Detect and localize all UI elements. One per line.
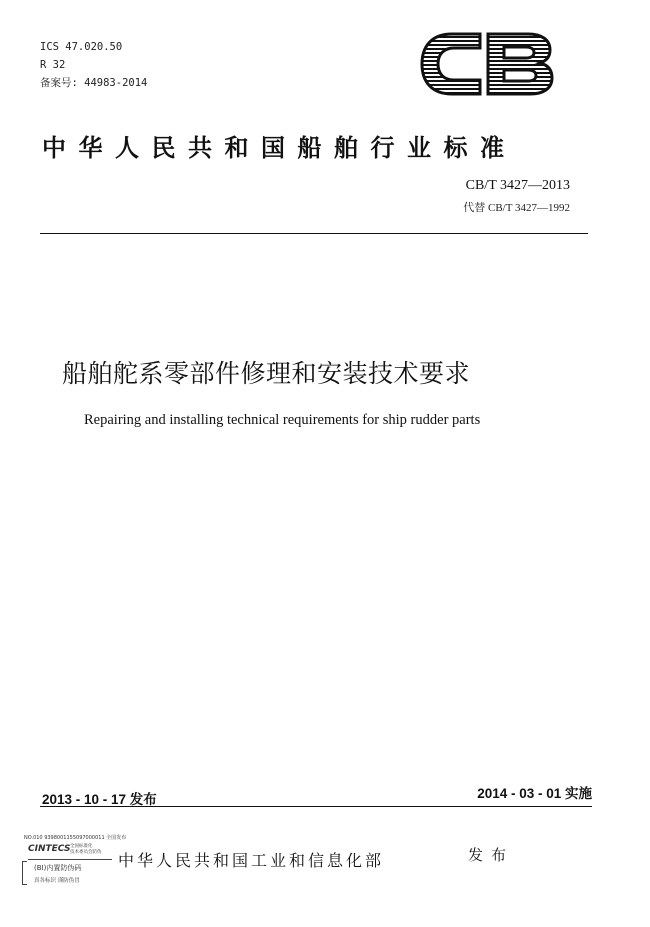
implementation-date: 2014 - 03 - 01 实施 <box>477 786 592 801</box>
stamp-serial: NO.010 9398001155097000011 全国发布 <box>24 835 127 841</box>
header-divider <box>40 233 588 234</box>
standard-number: CB/T 3427—2013 <box>465 178 570 193</box>
record-number: 备案号: 44983-2014 <box>40 77 148 89</box>
stamp-side-line2: 技术委员会防伪 <box>70 850 102 855</box>
document-title-chinese: 船舶舵系零部件修理和安装技术要求 <box>62 359 471 388</box>
stamp-separator <box>28 859 112 860</box>
issue-date: 2013 - 10 - 17 发布 <box>42 792 157 807</box>
classification-block <box>40 38 147 92</box>
footer-divider <box>40 806 592 807</box>
cb-logo <box>418 28 556 100</box>
stamp-slogan: 真各标识 谨防伪冒 <box>34 878 80 884</box>
replaced-standard: 代替 CB/T 3427—1992 <box>463 202 570 214</box>
class-code: R 32 <box>40 59 66 71</box>
stamp-brand: CINTECS <box>28 844 71 854</box>
publisher-name: 中华人民共和国工业和信息化部 <box>118 851 385 870</box>
document-title-english: Repairing and installing technical requirements for ship rudder parts <box>84 412 481 428</box>
publish-label: 发布 <box>468 846 515 864</box>
stamp-side-line1: 全国标准化 <box>70 844 93 849</box>
ics-code: ICS 47.020.50 <box>40 41 123 53</box>
industry-standard-title: 中华人民共和国船舶行业标准 <box>42 134 517 162</box>
stamp-label: (BI)内置防伪码 <box>34 864 82 872</box>
stamp-bracket <box>22 861 27 885</box>
stamp-side-text <box>70 844 102 856</box>
anti-counterfeit-stamp <box>22 834 127 892</box>
